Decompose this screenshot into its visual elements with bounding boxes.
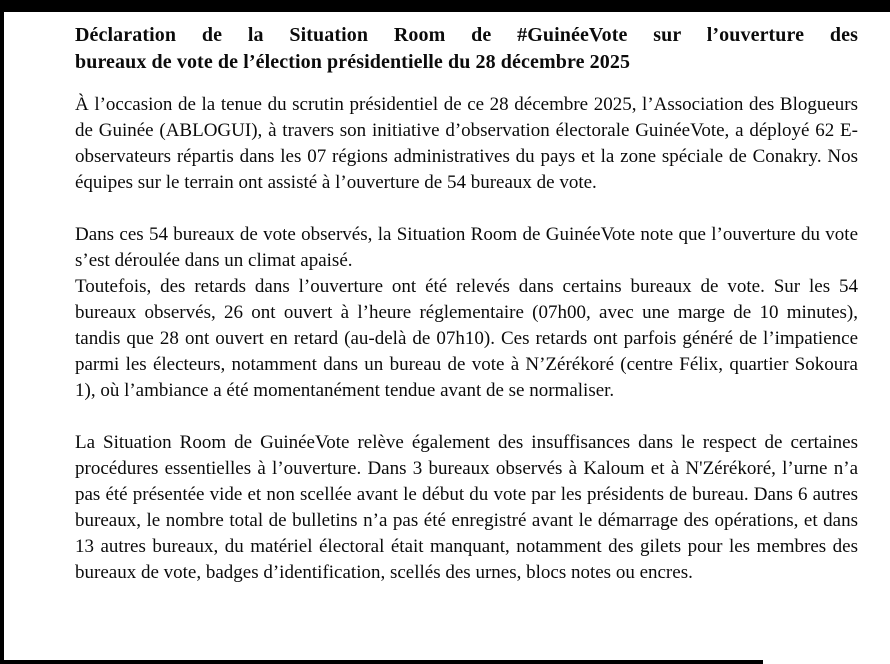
title-line-2: bureaux de vote de l’élection présidentielle du 28 décembre 2025 [75,51,631,73]
paragraph-climate: Dans ces 54 bureaux de vote observés, la Situation Room de GuinéeVote note que l’ouverture du vote s’est déroulée dans un climat apaisé. [75,224,858,271]
paragraph-delays: Toutefois, des retards dans l’ouverture ont été relevés dans certains bureaux de vote. Sur les 54 bureaux observés, 26 ont ouvert à l’heure réglementaire (07h00, avec une marge de 10 minutes), tandis que 28 ont ouvert en retard (au-delà de 07h10). Ces retards ont parfois généré de l’impatience parmi les électeurs, notamment dans un bureau de vote à N’Zérékoré (centre Félix, quartier Sokoura 1), où l’ambiance a été momentanément tendue avant de se normaliser. [75,276,858,401]
left-border [0,0,4,664]
document-content [75,22,858,612]
bottom-border [0,660,763,664]
document-title [75,22,858,76]
paragraph-deployment: À l’occasion de la tenue du scrutin présidentiel de ce 28 décembre 2025, l’Association des Blogueurs de Guinée (ABLOGUI), à travers son initiative d’observation électorale GuinéeVote, a déployé 62 E-observateurs répartis dans les 07 régions administratives du pays et la zone spéciale de Conakry. Nos équipes sur le terrain ont assisté à l’ouverture de 54 bureaux de vote. [75,94,858,193]
top-border [0,0,890,12]
paragraph-procedures: La Situation Room de GuinéeVote relève également des insuffisances dans le respect de certaines procédures essentielles à l’ouverture. Dans 3 bureaux observés à Kaloum et à N'Zérékoré, l’urne n’a pas été présentée vide et non scellée avant le début du vote par les présidents de bureau. Dans 6 autres bureaux, le nombre total de bulletins n’a pas été enregistré avant le démarrage des opérations, et dans 13 autres bureaux, du matériel électoral était manquant, notamment des gilets pour les membres des bureaux de vote, badges d’identification, scellés des urnes, blocs notes ou encres. [75,432,858,583]
title-line-1: Déclaration de la Situation Room de #GuinéeVote sur l’ouverture des [75,24,858,46]
